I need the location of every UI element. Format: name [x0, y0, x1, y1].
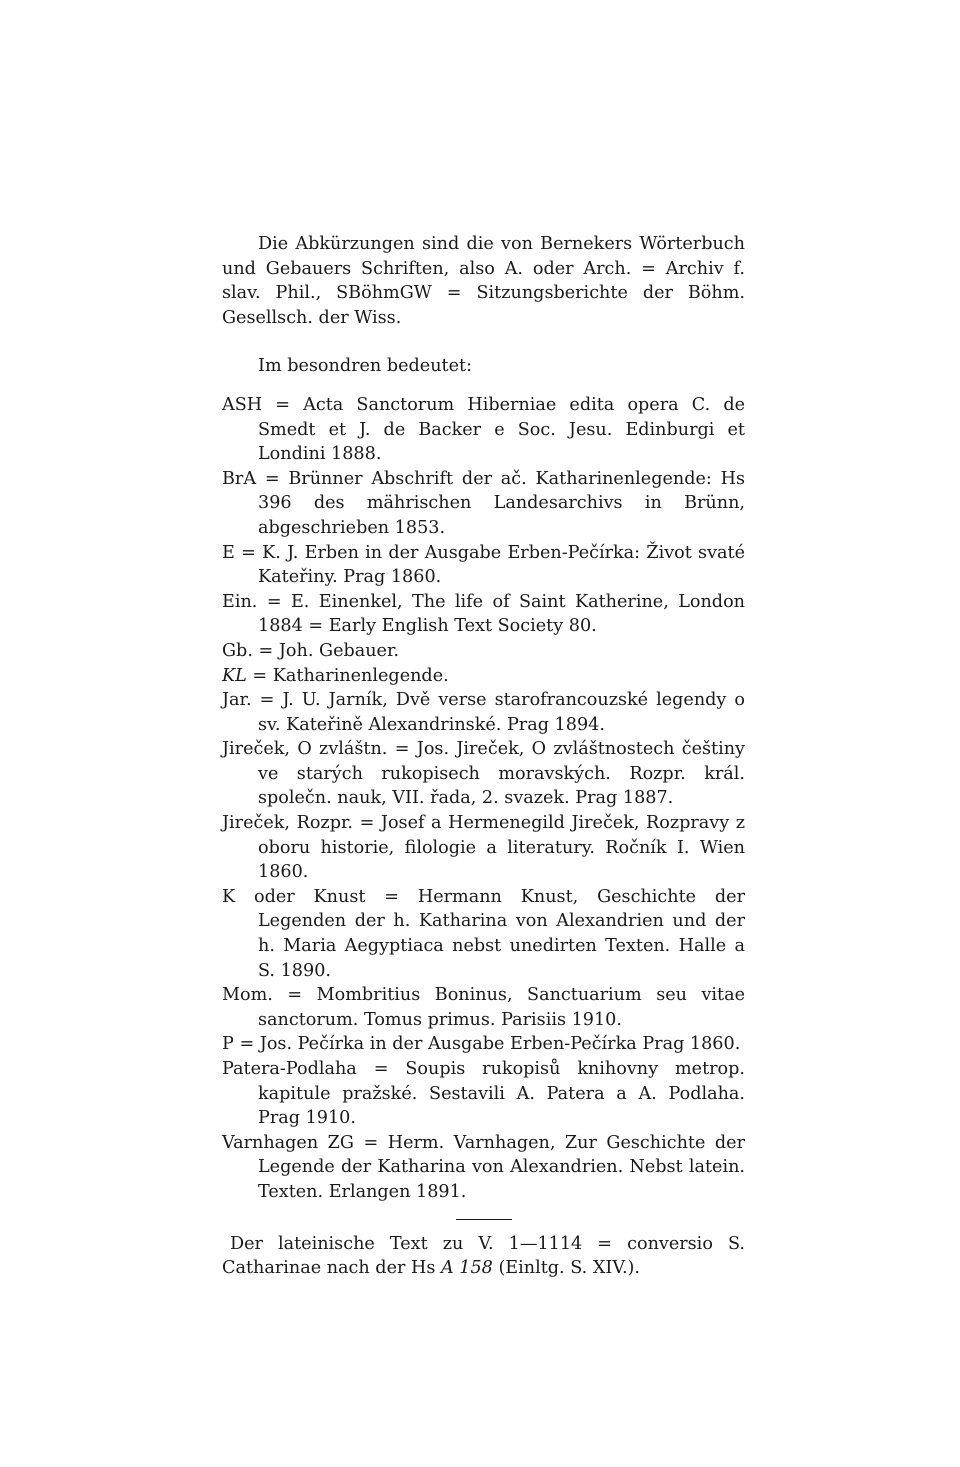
closing-note [222, 1232, 745, 1281]
entry-e [222, 541, 745, 590]
entry-abbr: Jireček, O zvláštn. [222, 739, 388, 760]
entry-jar [222, 688, 745, 737]
entry-kl [222, 664, 745, 689]
entry-abbr: Patera-Podlaha [222, 1059, 357, 1079]
entry-abbr: Jar. [222, 690, 252, 711]
entry-mom [222, 983, 745, 1032]
intro-paragraph [222, 232, 745, 330]
entry-abbr: E [222, 542, 235, 563]
entry-text: = Brünner Abschrift der ač. Katharinenlegende: Hs 396 des mährischen Landesarchivs in Brünn, abgeschrieben 1853. [258, 468, 745, 538]
entry-text: = Mombritius Boninus, Sanctuarium seu vitae sanctorum. Tomus primus. Parisiis 1910. [258, 985, 746, 1030]
entry-abbr: Mom. [222, 985, 273, 1006]
entry-knust [222, 885, 745, 983]
abbreviation-list [222, 393, 745, 1205]
entry-ein [222, 590, 745, 639]
entry-abbr: Gb. [222, 640, 253, 661]
closing-note-text: Der lateinische Text zu V. 1—1114 = conversio S. Catharinae nach der Hs [222, 1233, 745, 1279]
entry-text: = Josef a Hermenegild Jireček, Rozpravy z oboru historie, filologie a literatury. Ročník I. Wien 1860. [258, 813, 746, 883]
subheading: Im besondren bedeutet: [258, 356, 473, 377]
entry-abbr: Jireček, Rozpr. [222, 813, 354, 834]
entry-abbr: Ein. [222, 591, 258, 612]
entry-text: = Katharinenlegende. [252, 665, 449, 686]
intro-text: Die Abkürzungen sind die von Bernekers Wörterbuch und Gebauers Schriften, also A. oder Arch. = Archiv f. slav. Phil., SBöhmGW = Sitzungsberichte der Böhm. Gesellsch. der Wiss. [222, 234, 745, 328]
entry-p [222, 1032, 745, 1057]
entry-text: = Hermann Knust, Geschichte der Legenden der h. Katharina von Alexandrien und der h. Maria Aegyptiaca nebst unedirten Texten. Halle a S. 1890. [258, 886, 745, 981]
document-page [222, 232, 745, 1281]
entry-abbr: P [222, 1034, 234, 1055]
entry-text: = Soupis rukopisů knihovny metrop. kapitule pražské. Sestavili A. Patera a A. Podlaha. Prag 1910. [258, 1059, 746, 1129]
entry-abbr: Varnhagen ZG [222, 1132, 354, 1153]
entry-text: = K. J. Erben in der Ausgabe Erben-Pečírka: Život svaté Kateřiny. Prag 1860. [241, 542, 745, 588]
entry-gb [222, 639, 745, 664]
entry-jirecek-rozpr [222, 811, 745, 885]
entry-patera-podlaha [222, 1057, 745, 1131]
entry-text: = Acta Sanctorum Hiberniae edita opera C. de Smedt et J. de Backer e Soc. Jesu. Edinburgi et Londini 1888. [258, 394, 745, 465]
entry-text: = Joh. Gebauer. [258, 640, 400, 661]
manuscript-signature: A 158 [440, 1258, 493, 1279]
closing-note-ref: (Einltg. S. XIV.). [498, 1258, 641, 1279]
entry-text: = Jos. Jireček, O zvláštnostech češtiny ve starých rukopisech moravských. Rozpr. král. společn. nauk, VII. řada, 2. svazek. Prag 1887. [258, 739, 745, 809]
entry-text: = Herm. Varnhagen, Zur Geschichte der Legende der Katharina von Alexandrien. Nebst latein. Texten. Erlangen 1891. [258, 1132, 745, 1202]
entry-bra [222, 467, 745, 541]
entry-text: = E. Einenkel, The life of Saint Katherine, London 1884 = Early English Text Society 80. [258, 591, 745, 637]
entry-ash [222, 393, 745, 467]
entry-text: = Jos. Pečírka in der Ausgabe Erben-Pečírka Prag 1860. [239, 1034, 741, 1055]
entry-jirecek-zvlastn [222, 737, 745, 811]
section-divider [456, 1219, 512, 1220]
entry-varnhagen [222, 1131, 745, 1205]
entry-abbr: KL [222, 665, 247, 686]
entry-abbr: K oder Knust [222, 886, 366, 907]
entry-text: = J. U. Jarník, Dvě verse starofrancouzské legendy o sv. Kateřině Alexandrinské. Prag 1894. [258, 690, 745, 735]
entry-abbr: BrA [222, 468, 257, 489]
entry-abbr: ASH [222, 394, 263, 415]
